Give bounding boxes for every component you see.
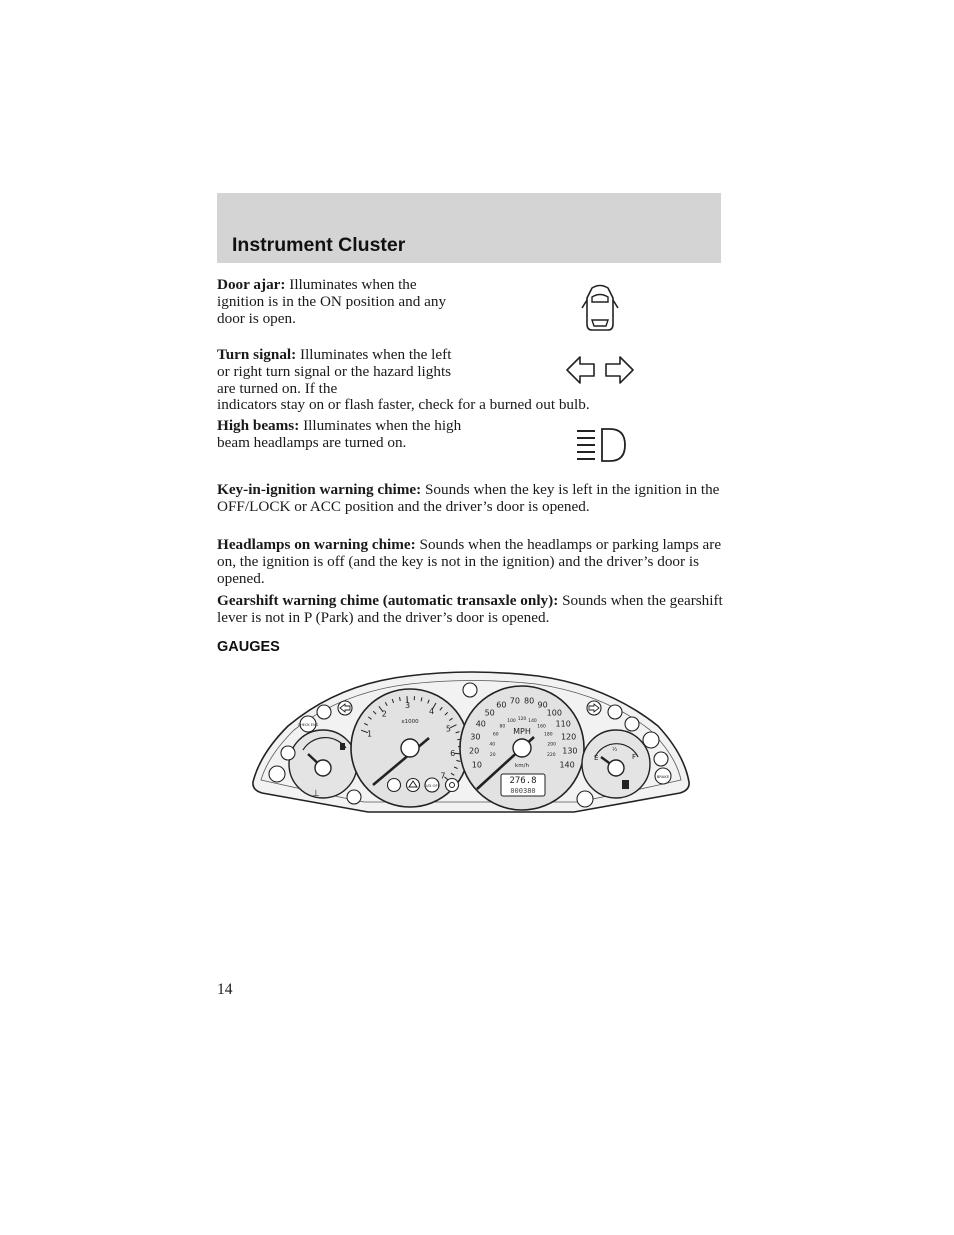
traction-control-icon [608, 705, 622, 719]
kmh-label: 160 [537, 724, 546, 730]
oil-pressure-icon [269, 766, 285, 782]
kmh-label: 60 [492, 732, 499, 738]
headlamp-chime-paragraph [217, 537, 727, 587]
high-beams-paragraph [217, 418, 477, 452]
turn-signal-text: Illuminates when the left or right turn signal or the hazard lights are turned on. If the [217, 346, 452, 397]
kmh-label: 220 [547, 753, 556, 759]
temperature-gauge [289, 730, 357, 799]
fuel-full-label: F [632, 753, 637, 761]
check-engine-label: CHECK ENG [297, 723, 319, 727]
kmh-label: 40 [489, 742, 496, 748]
trip-reading: 276.8 [509, 776, 537, 786]
brake-label: BRAKE [656, 774, 670, 779]
abs-icon [577, 791, 593, 807]
mph-label: 100 [546, 708, 562, 718]
mph-label: 140 [559, 760, 575, 770]
mph-label: 60 [496, 700, 507, 710]
tach-label: 6 [450, 749, 456, 758]
mph-label: 50 [484, 708, 495, 718]
gauges-heading: GAUGES [217, 639, 280, 655]
mph-label: 110 [555, 719, 571, 729]
od-off-label: O/D OFF [424, 783, 440, 788]
tach-unit-label: x1000 [401, 719, 419, 725]
mph-label: 10 [471, 760, 482, 770]
low-oil-icon [643, 732, 659, 748]
door-ajar-paragraph [217, 277, 457, 327]
mph-label: 90 [537, 700, 548, 710]
gearshift-chime-paragraph [217, 593, 727, 627]
mph-label: 70 [509, 696, 520, 706]
speedometer-gauge [460, 686, 584, 810]
turn-signal-label: Turn signal: [217, 346, 297, 363]
kmh-label: 140 [528, 718, 537, 724]
section-header [217, 193, 721, 263]
coolant-temp-icon: ⊥ [312, 789, 320, 799]
turn-signal-continued: indicators stay on or flash faster, check for a burned out bulb. [217, 396, 590, 413]
kmh-label: 200 [547, 742, 556, 748]
kmh-label: 120 [517, 717, 527, 722]
mph-label: 20 [469, 746, 480, 756]
high-beam-lamp-icon [463, 683, 477, 697]
fuel-pump-icon [622, 780, 629, 789]
mph-label: 130 [562, 746, 578, 756]
tach-label: 1 [367, 729, 373, 739]
instrument-cluster-illustration [248, 664, 694, 816]
kmh-label: 180 [544, 732, 553, 738]
tach-label: 5 [445, 724, 451, 734]
fuel-gauge [582, 730, 650, 798]
headlamp-chime-text: Sounds when the headlamps or parking lamps are on, the ignition is off (and the key is not in the ignition) and the driver’s door is opened. [217, 536, 722, 587]
odometer-reading: 000380 [510, 787, 536, 795]
key-chime-text: Sounds when the key is left in the ignition in the OFF/LOCK or ACC position and the driver’s door is opened. [217, 481, 720, 515]
mph-label: 80 [524, 696, 535, 706]
high-beam-icon [574, 426, 628, 464]
charging-icon [388, 779, 401, 792]
key-chime-paragraph [217, 482, 727, 516]
tach-label: 3 [404, 701, 411, 711]
kmh-unit-label: km/h [515, 763, 529, 769]
fuel-empty-label: E [594, 754, 599, 762]
kmh-label: 100 [507, 718, 516, 724]
door-ajar-lamp-icon [317, 705, 331, 719]
fuel-door-icon [654, 752, 668, 766]
mph-label: 40 [475, 719, 486, 729]
mph-label: 30 [470, 732, 481, 742]
security-icon [446, 779, 459, 792]
turn-signal-paragraph [217, 347, 457, 397]
gearshift-chime-text: Sounds when the gearshift lever is not in P (Park) and the driver’s door is opened. [217, 592, 723, 626]
fuel-half-label: ½ [612, 747, 618, 753]
key-chime-label: Key-in-ignition warning chime: [217, 481, 422, 498]
airbag-icon [281, 746, 295, 760]
mph-unit-label: MPH [513, 727, 531, 736]
door-ajar-text: Illuminates when the ignition is in the ON position and any door is open. [217, 276, 447, 327]
high-beams-text: Illuminates when the high beam headlamps are turned on. [217, 417, 462, 451]
door-ajar-icon [580, 282, 620, 334]
kmh-label: 80 [499, 724, 506, 730]
page-title: Instrument Cluster [232, 234, 406, 256]
kmh-label: 20 [489, 753, 496, 759]
headlamp-chime-label: Headlamps on warning chime: [217, 536, 416, 553]
door-ajar-label: Door ajar: [217, 276, 286, 293]
tach-label: 2 [381, 709, 387, 719]
temp-hot-mark [340, 743, 345, 750]
turn-signal-arrows-icon [565, 354, 635, 386]
battery-icon [625, 717, 639, 731]
high-beams-label: High beams: [217, 417, 300, 434]
mph-label: 120 [560, 732, 577, 742]
tach-label: 4 [428, 706, 435, 716]
page-number: 14 [217, 981, 233, 998]
seatbelt-icon [347, 790, 361, 804]
tach-label: 7 [440, 771, 446, 781]
gearshift-chime-label: Gearshift warning chime (automatic transaxle only): [217, 592, 559, 609]
